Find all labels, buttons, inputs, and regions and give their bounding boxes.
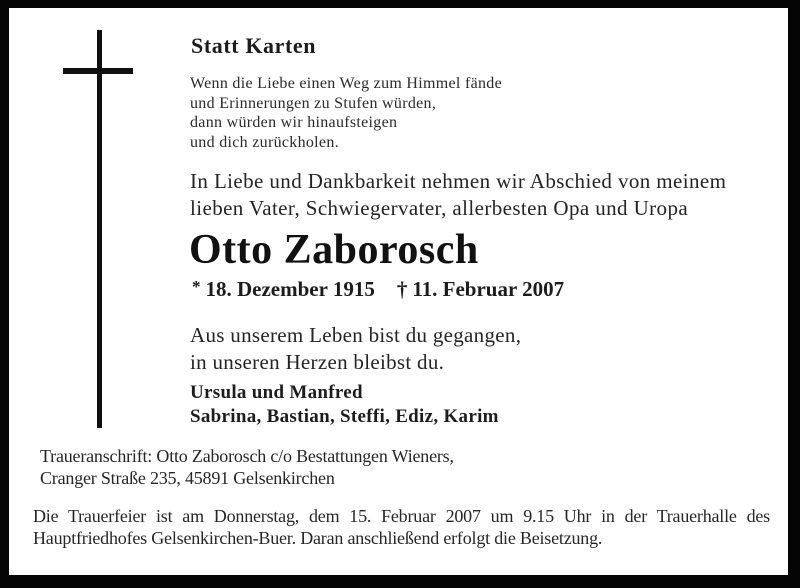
funeral-details: Die Trauerfeier ist am Donnerstag, dem 15. Februar 2007 um 9.15 Uhr in der Trauerhalle des Hauptfriedhofes Gelsenkirchen-Buer. Daran anschließend erfolgt die Beisetzung. <box>33 506 770 548</box>
intro-line: lieben Vater, Schwiegervater, allerbesten Opa und Uropa <box>190 196 689 220</box>
intro-line: In Liebe und Dankbarkeit nehmen wir Abschied von meinem <box>190 169 727 193</box>
farewell-intro <box>190 168 726 222</box>
notice-header: Statt Karten <box>191 33 317 58</box>
address-line: Traueranschrift: Otto Zaborosch c/o Bestattungen Wieners, <box>40 446 454 466</box>
address-line: Cranger Straße 235, 45891 Gelsenkirchen <box>40 467 335 488</box>
death-date: 11. Februar 2007 <box>412 277 565 301</box>
life-dates <box>192 277 564 302</box>
mourners-line: Ursula und Manfred <box>190 382 363 403</box>
poem-line: dann würden wir hinaufsteigen <box>190 114 398 131</box>
memorial-cross-icon-bar <box>63 68 133 74</box>
memorial-cross-icon <box>97 30 102 428</box>
poem-line: und dich zurückholen. <box>190 133 339 151</box>
birth-date: 18. Dezember 1915 <box>205 277 375 301</box>
mourning-address <box>40 446 454 489</box>
verse-line: Aus unserem Leben bist du gegangen, <box>190 323 522 347</box>
death-cross-icon: † <box>396 277 408 301</box>
birth-star-icon: * <box>192 277 201 296</box>
deceased-name: Otto Zaborosch <box>189 227 479 273</box>
poem-line: Wenn die Liebe einen Weg zum Himmel fände <box>190 75 502 92</box>
mourners-line: Sabrina, Bastian, Steffi, Ediz, Karim <box>190 405 499 427</box>
memorial-poem <box>190 74 502 152</box>
verse-line: in unseren Herzen bleibst du. <box>190 350 445 374</box>
mourners-list <box>190 381 499 428</box>
poem-line: und Erinnerungen zu Stufen würden, <box>190 94 437 112</box>
memorial-verse <box>190 322 521 376</box>
